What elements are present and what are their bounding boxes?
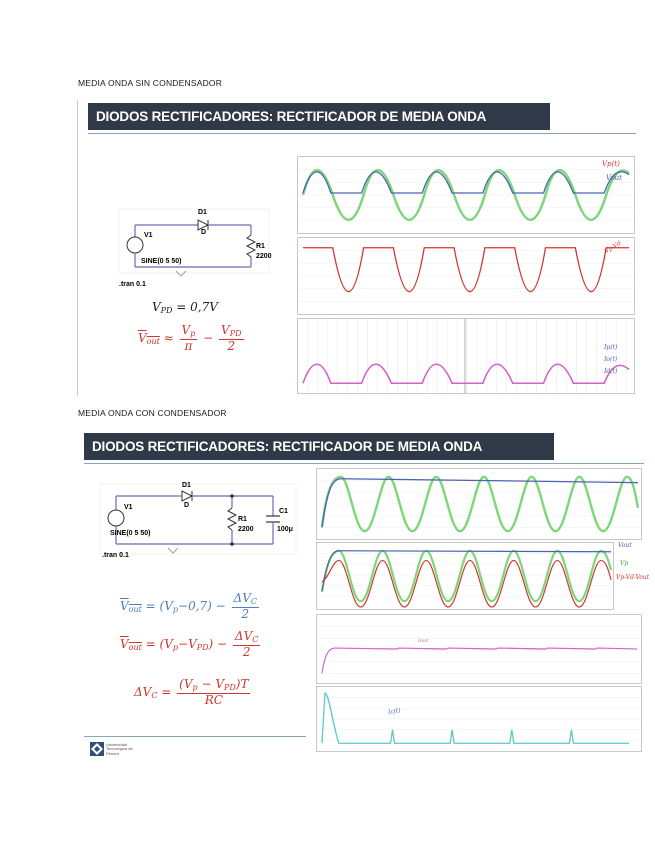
section1-plot-input-output	[297, 156, 635, 234]
circuit1-diode-model: D	[201, 229, 207, 236]
annot2-vdiff: Vp-Vd-Vout	[616, 574, 650, 581]
section2-plot-input-output	[316, 468, 642, 540]
circuit2-directive: .tran 0.1	[102, 552, 129, 559]
circuit2-source-value: SINE(0 5 50)	[110, 530, 151, 537]
section1-formula-vpd: $V_{PD} = 0,7V$	[152, 300, 218, 315]
section1-banner-rule	[88, 133, 636, 134]
section1-plot-output	[297, 237, 635, 315]
section2-formula-vout-07: $V_{out} = (V_p-0,7)$ − $\frac{\Delta V_C}{2}$	[120, 591, 257, 621]
section2-plot-iout	[316, 614, 642, 684]
section2-plot-ic	[316, 686, 642, 752]
circuit1-source-value: SINE(0 5 50)	[141, 258, 182, 265]
university-logo	[90, 740, 138, 758]
circuit2-diode-name: D1	[182, 482, 191, 489]
section1-plot-current	[297, 318, 635, 394]
annot1-vout: Vout	[606, 174, 622, 182]
annot2-vp: Vp	[620, 560, 629, 567]
section1-circuit	[113, 205, 278, 295]
section1-formula-vout: $V_{out}$ ≈ $\frac{V_p}{\pi}$ − $\frac{V_{PD}}{2}$	[138, 323, 242, 353]
circuit2-diode-model: D	[184, 502, 190, 509]
annot1-id: Id(t)	[604, 368, 618, 375]
circuit1-directive: .tran 0.1	[119, 281, 146, 288]
circuit2-cap-name: C1	[279, 508, 288, 515]
logo-text: Universidad Tecnológica de Pereira	[106, 742, 133, 756]
section2-formula-vout-vpd: $V_{out} = (V_p-V_{PD})$ − $\frac{\Delta V_C}{2}$	[120, 629, 259, 659]
annot1-ip: Ip(t)	[604, 344, 618, 351]
section2-banner: DIODOS RECTIFICADORES: RECTIFICADOR DE MEDIA ONDA	[84, 433, 554, 460]
section2-circuit	[98, 482, 298, 564]
section2-banner-rule	[84, 463, 644, 464]
annot2-ic: Ic(t)	[387, 706, 402, 717]
annot1-vd: Vp-Vd	[603, 239, 623, 256]
section1-banner: DIODOS RECTIFICADORES: RECTIFICADOR DE MEDIA ONDA	[88, 103, 550, 130]
section2-formula-delta-vc: $\Delta V_C$ = $\frac{(V_p - V_{PD})T}{RC}$	[134, 677, 249, 707]
circuit1-resistor-name: R1	[256, 243, 265, 250]
circuit1-diode-name: D1	[198, 209, 207, 216]
annot2-vout: Vout	[618, 542, 632, 549]
section2-bottom-rule	[84, 736, 306, 737]
circuit2-cap-value: 100μ	[277, 526, 293, 533]
annot1-vp: Vp(t)	[602, 160, 620, 168]
circuit2-resistor-name: R1	[238, 516, 247, 523]
section1-title: MEDIA ONDA SIN CONDENSADOR	[78, 78, 223, 88]
circuit1-source-name: V1	[144, 232, 153, 239]
section2-plot-voltages	[316, 542, 614, 610]
circuit1-resistor-value: 2200	[256, 253, 272, 260]
section1-left-border	[77, 100, 78, 396]
annot2-iavg: Iout	[418, 638, 429, 644]
annot1-io: Io(t)	[604, 356, 618, 363]
circuit2-source-name: V1	[124, 504, 133, 511]
circuit2-resistor-value: 2200	[238, 526, 254, 533]
section2-title: MEDIA ONDA CON CONDENSADOR	[78, 408, 227, 418]
